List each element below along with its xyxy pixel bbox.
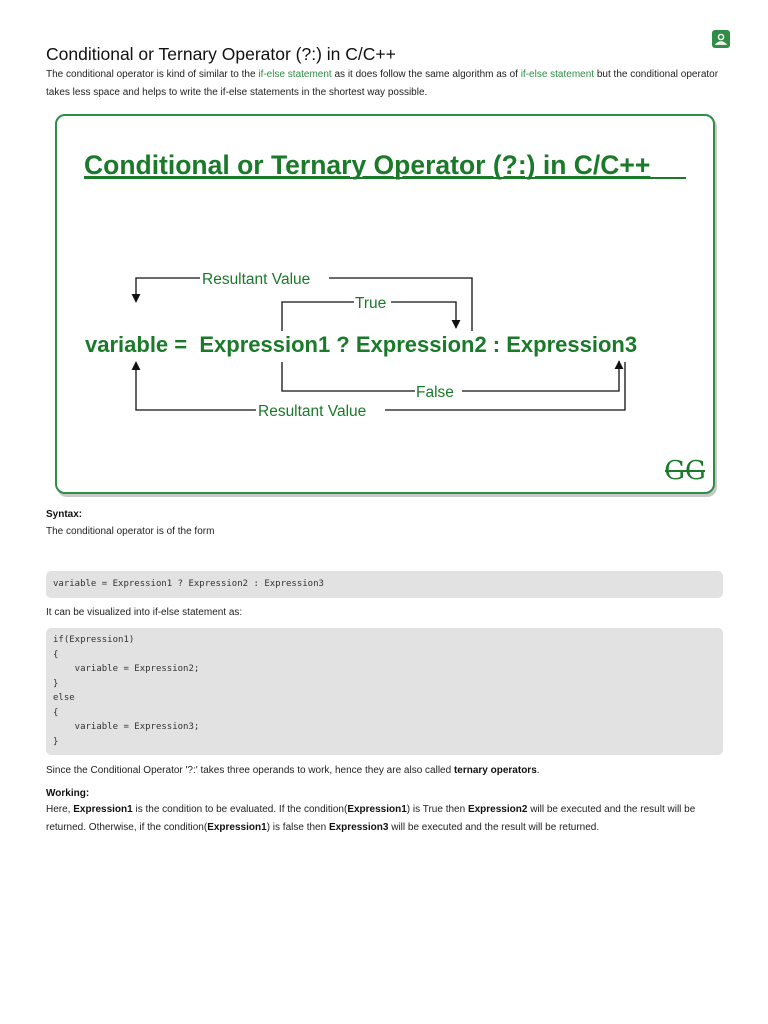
operands-text-2: .	[536, 765, 540, 776]
working-label: Working:	[46, 788, 90, 799]
working-text: is the condition to be evaluated. If the condition(	[132, 804, 348, 815]
working-text: Here,	[46, 804, 74, 815]
code-line: {	[53, 649, 59, 660]
ternary-operators-term: ternary operators	[453, 765, 537, 776]
if-else-link-1[interactable]: if-else statement	[258, 69, 332, 80]
expression-text: variable = Expression1 ? Expression2 : Expression3	[85, 332, 638, 357]
code-line: {	[53, 707, 59, 718]
working-term: Expression1	[347, 804, 407, 815]
code-line: }	[53, 736, 59, 747]
ternary-diagram	[55, 114, 715, 494]
intro-text-2: as it does follow the same algorithm as of	[331, 69, 521, 80]
top-outer-arrow	[136, 278, 200, 302]
working-text: will be executed and the result will be returned.	[388, 822, 600, 833]
working-paragraph	[46, 801, 723, 837]
working-term: Expression1	[207, 822, 267, 833]
top-outer-line-right	[329, 278, 472, 331]
diagram-heading: Conditional or Ternary Operator (?:) in C/C++	[84, 150, 651, 180]
user-account-icon[interactable]	[712, 30, 730, 48]
intro-text-1: The conditional operator is kind of similar to the	[46, 69, 259, 80]
top-inner-label: True	[355, 295, 387, 312]
diagram-svg	[57, 116, 713, 492]
intro-paragraph	[46, 66, 723, 101]
syntax-code-line: variable = Expression1 ? Expression2 : Expression3	[53, 579, 324, 589]
code-line: else	[53, 693, 75, 703]
operands-text-1: Since the Conditional Operator '?:' takes three operands to work, hence they are also called	[46, 765, 454, 776]
code-line: variable = Expression3;	[53, 722, 200, 732]
syntax-description: The conditional operator is of the form	[46, 526, 215, 537]
code-line: if(Expression1)	[53, 635, 135, 645]
top-outer-label: Resultant Value	[202, 271, 311, 288]
code-line: variable = Expression2;	[53, 664, 200, 674]
gfg-logo	[664, 456, 706, 486]
gfg-logo-text: GG	[664, 456, 706, 486]
code-line: }	[53, 678, 59, 689]
syntax-label: Syntax:	[46, 509, 83, 520]
working-term: Expression2	[467, 804, 528, 815]
bottom-inner-line-left	[282, 362, 415, 391]
top-inner-line-left	[282, 302, 354, 331]
working-term: Expression1	[73, 804, 133, 815]
working-text: ) is True then	[406, 804, 468, 815]
working-term: Expression3	[328, 822, 389, 833]
operands-paragraph	[46, 765, 540, 776]
page-title: Conditional or Ternary Operator (?:) in C/C++	[46, 44, 396, 64]
if-else-link-2[interactable]: if-else statement	[520, 69, 595, 80]
syntax-code-block	[46, 571, 723, 598]
working-text: ) is false then	[266, 822, 329, 833]
if-else-code-block	[46, 628, 723, 755]
bottom-outer-label: Resultant Value	[258, 403, 367, 420]
working-text: will be executed and the result will be returned. Otherwise, if the condition(	[46, 804, 696, 833]
intro-text-3: but the conditional operator takes less space and helps to write the if-else statements in the shortest way possible.	[46, 69, 719, 98]
bottom-inner-label: False	[416, 384, 454, 401]
top-inner-arrow	[391, 302, 456, 328]
bottom-inner-arrow	[462, 361, 619, 391]
visualize-description: It can be visualized into if-else statement as:	[46, 607, 243, 618]
bottom-outer-arrow	[136, 362, 256, 410]
